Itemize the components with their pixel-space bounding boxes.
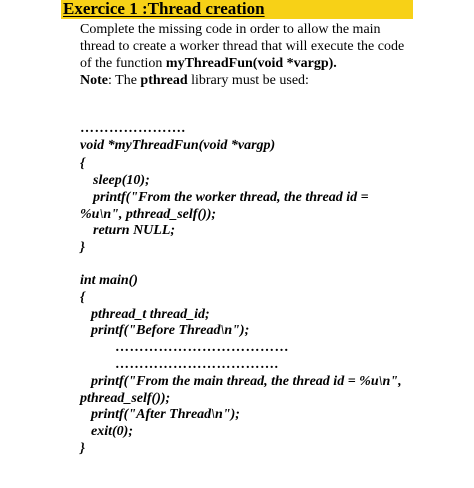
- return-statement: return NULL;: [93, 223, 176, 238]
- printf-after: printf("After Thread\n");: [91, 407, 240, 422]
- function-name: myThreadFun(void *vargp).: [165, 56, 337, 71]
- sleep-call: sleep(10);: [93, 173, 150, 188]
- note-label: Note: [80, 73, 108, 88]
- open-brace-function: {: [80, 156, 85, 171]
- note-text-b: library must be used:: [187, 73, 309, 88]
- printf-worker-line-2: %u\n", pthread_self());: [80, 207, 217, 222]
- printf-worker-line-1: printf("From the worker thread, the thread id =: [93, 190, 369, 205]
- function-signature: void *myThreadFun(void *vargp): [80, 138, 276, 153]
- blank-line-middle-2: …………………………….: [115, 357, 279, 372]
- exit-call: exit(0);: [91, 424, 133, 439]
- printf-before: printf("Before Thread\n");: [91, 323, 250, 338]
- close-brace-main: }: [80, 441, 85, 456]
- instruction-line-1: Complete the missing code in order to allow the main: [80, 22, 381, 37]
- exercise-title: Exercice 1 :Thread creation: [63, 0, 265, 18]
- library-name: pthread: [140, 73, 188, 88]
- open-brace-main: {: [80, 290, 85, 305]
- note-text-a: : The: [108, 73, 141, 88]
- close-brace-function: }: [80, 240, 85, 255]
- blank-line-top: ………………….: [80, 121, 186, 136]
- instruction-line-2: thread to create a worker thread that will execute the code: [80, 39, 405, 54]
- main-signature: int main(): [80, 273, 138, 288]
- thread-declaration: pthread_t thread_id;: [91, 307, 210, 322]
- blank-line-middle-1: ………………………………: [115, 340, 289, 355]
- instruction-line-3-prefix: of the function: [80, 56, 166, 71]
- printf-main-line-2: pthread_self());: [80, 391, 171, 406]
- printf-main-line-1: printf("From the main thread, the thread id = %u\n",: [91, 374, 402, 389]
